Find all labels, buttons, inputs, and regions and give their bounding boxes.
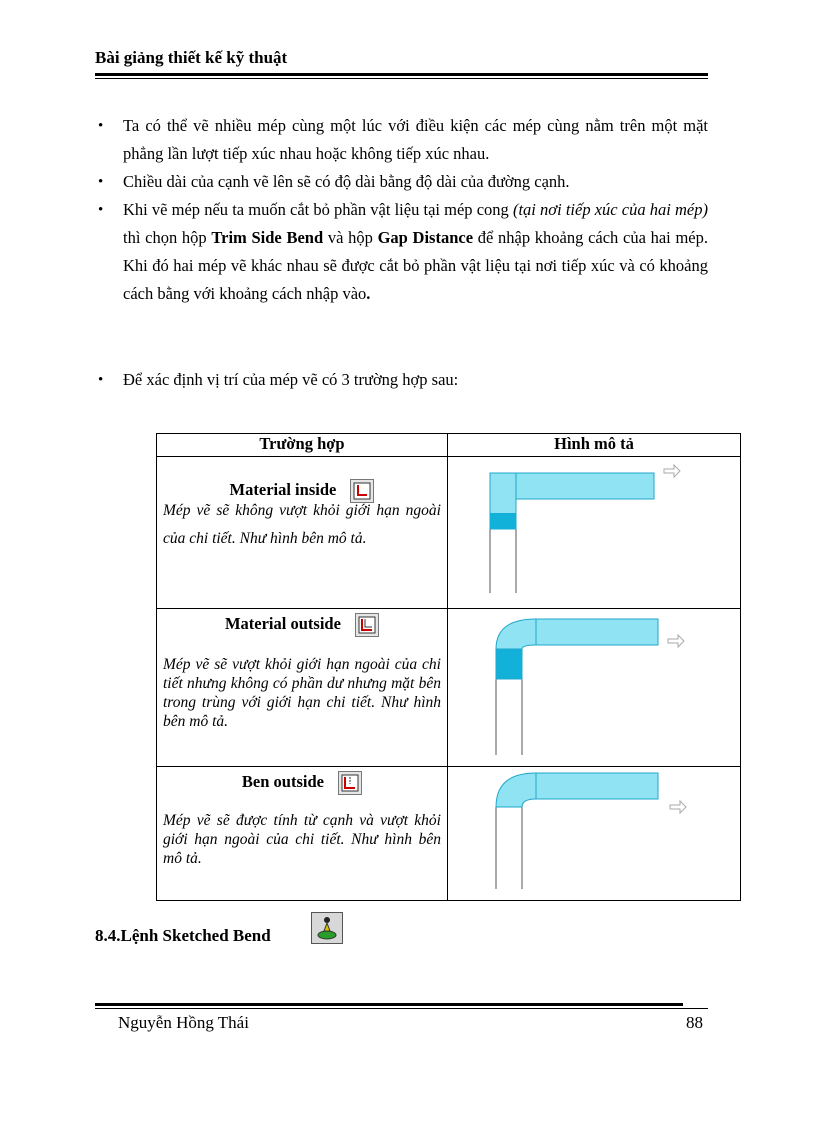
table-row — [157, 457, 741, 609]
figure-cell — [448, 767, 741, 901]
bullet-list — [95, 112, 708, 394]
footer-author: Nguyễn Hồng Thái — [118, 1013, 249, 1032]
case-description: Mép vẽ sẽ được tính từ cạnh và vượt khỏi giới hạn ngoài của chi tiết. Như hình bên mô tả. — [163, 812, 441, 867]
bullet-text-italic: (tại nơi tiếp xúc của hai mép) — [512, 200, 708, 219]
bullet-text-part: để nhập khoảng cách của hai mép. Khi đó hai mép vẽ khác nhau sẽ được cắt bỏ phần vật liệu tại nơi tiếp xúc và có khoảng cách bằng với khoảng cách nhập vào — [123, 228, 708, 303]
trim-side-bend-label: Trim Side Bend — [211, 228, 324, 247]
footer-rule-thin — [95, 1008, 708, 1009]
sketched-bend-icon — [311, 912, 343, 944]
bullet-text-part: thì chọn hộp — [123, 228, 212, 247]
bullet-item — [95, 168, 708, 196]
footer-rule-thick — [95, 1003, 683, 1006]
header-rule-thick — [95, 73, 708, 76]
figure-cell — [448, 609, 741, 767]
gap-distance-label: Gap Distance — [377, 228, 474, 247]
bullet-text-end: . — [366, 284, 371, 303]
case-cell — [157, 457, 448, 609]
case-title: Material outside — [224, 613, 341, 633]
bullet-item — [95, 366, 708, 394]
bullet-dot-icon: • — [98, 174, 104, 190]
case-description: Mép vẽ sẽ không vượt khỏi giới hạn ngoài của chi tiết. Như hình bên mô tả. — [163, 502, 441, 547]
bullet-text-part: Khi vẽ mép nếu ta muốn cắt bỏ phần vật liệu tại mép cong — [123, 200, 513, 219]
material-outside-figure — [448, 609, 740, 761]
case-title: Ben outside — [241, 771, 324, 791]
header-rule-thin — [95, 78, 708, 79]
page-number: 88 — [686, 1013, 703, 1032]
case-title-row — [163, 613, 441, 637]
table-header-case: Trường hợp — [157, 434, 448, 457]
material-outside-icon — [355, 613, 379, 637]
table-row — [157, 609, 741, 767]
case-title: Material inside — [229, 479, 337, 499]
bend-outside-icon — [338, 771, 362, 795]
case-description: Mép vẽ sẽ vượt khỏi giới hạn ngoài của chi tiết nhưng không có phần dư nhưng mặt bên trong trùng với giới hạn chi tiết. Như hình bên mô tả. — [163, 656, 441, 730]
bullet-item — [95, 196, 708, 308]
case-cell — [157, 609, 448, 767]
table-header-figure: Hình mô tả — [448, 434, 741, 457]
table-row — [157, 767, 741, 901]
table-header-row — [157, 434, 741, 457]
case-title-row — [163, 771, 441, 795]
header-title: Bài giảng thiết kế kỹ thuật — [95, 48, 288, 67]
bend-outside-figure — [448, 767, 740, 895]
bullet-dot-icon: • — [98, 372, 104, 388]
bullet-text-part: và hộp — [323, 228, 378, 247]
bullet-text: Để xác định vị trí của mép vẽ có 3 trường hợp sau: — [123, 370, 459, 389]
cases-table — [156, 433, 741, 901]
case-cell — [157, 767, 448, 901]
section-title: 8.4.Lệnh Sketched Bend — [95, 926, 271, 945]
bullet-item — [95, 112, 708, 168]
bullet-dot-icon: • — [98, 202, 104, 218]
figure-cell — [448, 457, 741, 609]
bullet-text: Ta có thể vẽ nhiều mép cùng một lúc với điều kiện các mép cùng nằm trên một mặt phẳng lần lượt tiếp xúc nhau hoặc không tiếp xúc nhau. — [123, 116, 708, 163]
bullet-text: Chiều dài của cạnh vẽ lên sẽ có độ dài bằng độ dài của đường cạnh. — [123, 172, 570, 191]
material-inside-figure — [448, 457, 740, 603]
bullet-dot-icon: • — [98, 118, 104, 134]
